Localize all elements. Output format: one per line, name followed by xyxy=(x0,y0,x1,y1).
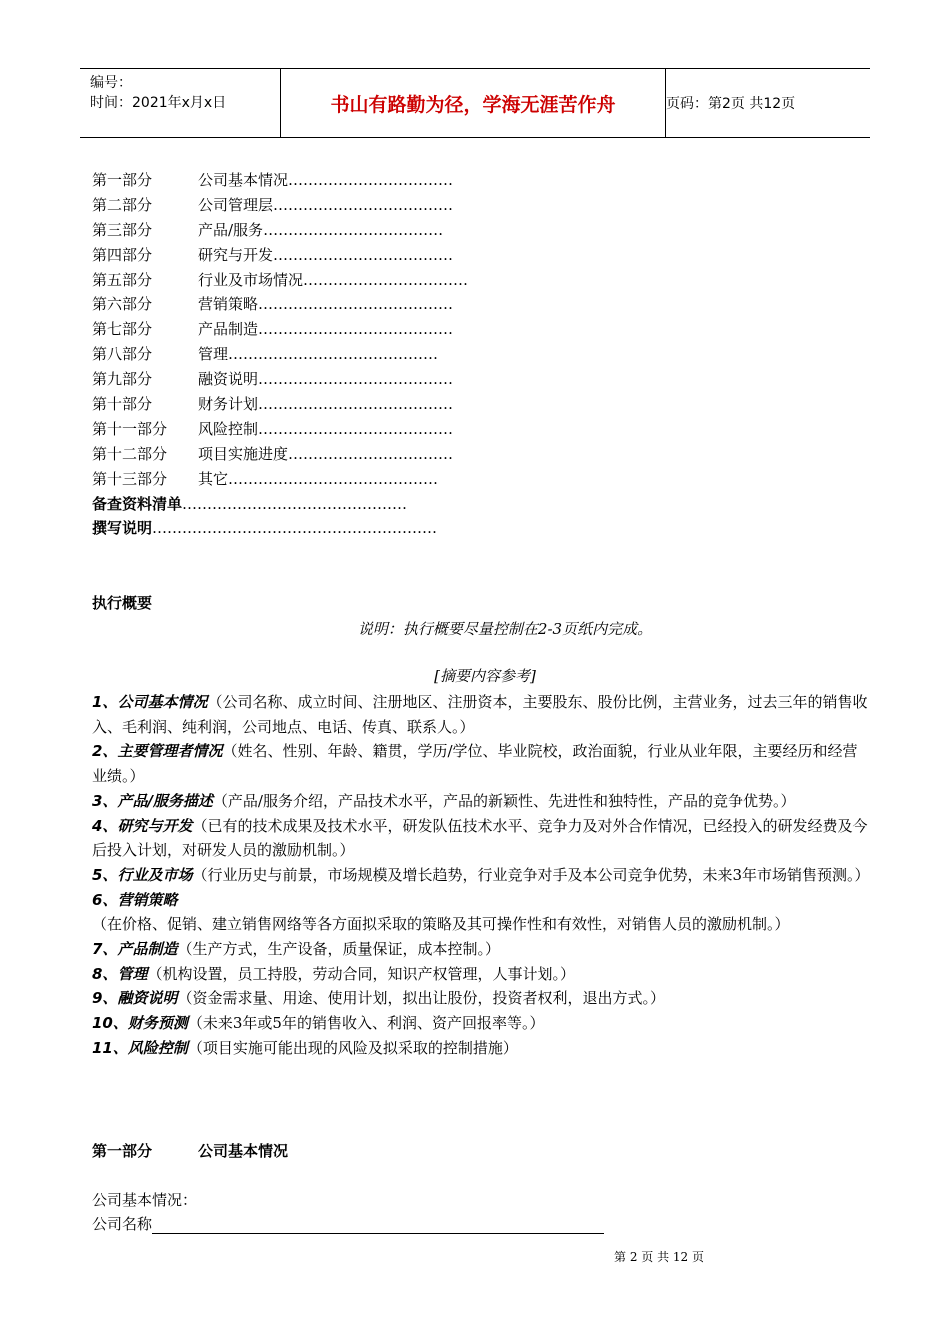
table-of-contents xyxy=(92,168,468,541)
basic-info-label: 公司基本情况： xyxy=(92,1191,198,1209)
toc-title: 管理 xyxy=(198,345,229,364)
summary-item xyxy=(92,1011,872,1036)
company-name-field[interactable] xyxy=(152,1212,604,1234)
part1-title: 公司基本情况 xyxy=(198,1142,289,1160)
summary-item-label: 主要管理者情况 xyxy=(117,742,223,761)
summary-item-text: （已有的技术成果及技术水平，研发队伍技术水平、竞争力及对外合作情况，已经投入的研发经费及今后投入计划，对研发人员的激励机制。） xyxy=(92,816,868,860)
summary-item-number: 10、 xyxy=(92,1014,128,1033)
summary-item-number: 9、 xyxy=(92,989,118,1008)
toc-leader: ………………………………… xyxy=(258,370,454,389)
toc-title: 营销策略 xyxy=(198,295,259,314)
toc-part-number: 第十一部分 xyxy=(92,419,168,438)
toc-part-number: 第三部分 xyxy=(92,220,153,239)
header-left xyxy=(90,73,226,113)
summary-item xyxy=(92,962,872,987)
summary-item xyxy=(92,888,872,937)
summary-item-text: （项目实施可能出现的风险及拟采取的控制措施） xyxy=(187,1038,518,1057)
toc-part-number: 第五部分 xyxy=(92,270,153,289)
summary-item-text: （姓名、性别、年龄、籍贯，学历/学位、毕业院校，政治面貌，行业从业年限，主要经历和经营业绩。） xyxy=(92,742,858,786)
toc-leader: …………………………………… xyxy=(228,469,439,488)
header-page-info: 页码：第2页 共12页 xyxy=(666,96,796,112)
toc-item[interactable] xyxy=(92,243,468,268)
summary-item xyxy=(92,739,872,788)
toc-item[interactable] xyxy=(92,193,468,218)
exec-note-text: 说明：执行概要尽量控制在2-3页纸内完成。 xyxy=(357,620,653,638)
summary-item-label: 产品制造 xyxy=(117,940,178,959)
toc-leader: ……………………………… xyxy=(263,220,444,239)
summary-item-number: 3、 xyxy=(92,791,118,810)
toc-title: 公司基本情况 xyxy=(198,171,289,189)
toc-item[interactable] xyxy=(92,268,468,293)
toc-title: 融资说明 xyxy=(198,370,259,389)
toc-part-number: 第六部分 xyxy=(92,295,153,314)
summary-item-text: （公司名称、成立时间、注册地区、注册资本，主要股东、股份比例，主营业务，过去三年的销售收入、毛利润、纯利润，公司地点、电话、传真、联系人。） xyxy=(92,693,868,736)
summary-item xyxy=(92,814,872,863)
summary-item-label: 财务预测 xyxy=(127,1014,188,1033)
toc-leader: ………………………………… xyxy=(258,320,454,339)
toc-item[interactable] xyxy=(92,317,468,342)
summary-item xyxy=(92,986,872,1011)
toc-leader: ………………………………………………… xyxy=(152,519,438,538)
toc-leader: …………………………………… xyxy=(228,345,439,364)
summary-items xyxy=(92,690,872,1061)
summary-reference xyxy=(0,665,950,686)
toc-item[interactable] xyxy=(92,492,468,517)
summary-item-number: 5、 xyxy=(92,865,118,884)
toc-leader: …………………………… xyxy=(288,171,454,189)
summary-item-number: 4、 xyxy=(92,816,118,835)
exec-summary-heading: 执行概要 xyxy=(92,594,153,612)
toc-title: 撰写说明 xyxy=(92,519,153,538)
summary-item-label: 融资说明 xyxy=(117,989,178,1008)
company-name-label: 公司名称 xyxy=(92,1215,153,1233)
summary-item xyxy=(92,863,872,888)
toc-part-number: 第八部分 xyxy=(92,345,153,364)
part1-number: 第一部分 xyxy=(92,1142,153,1160)
part1-heading xyxy=(92,1140,288,1161)
summary-item-text: （机构设置，员工持股，劳动合同，知识产权管理，人事计划。） xyxy=(147,964,575,983)
toc-item[interactable] xyxy=(92,292,468,317)
toc-item[interactable] xyxy=(92,367,468,392)
toc-part-number: 第九部分 xyxy=(92,370,153,389)
toc-title: 备查资料清单 xyxy=(92,494,183,513)
toc-title: 项目实施进度 xyxy=(198,444,289,463)
summary-item xyxy=(92,1036,872,1061)
summary-item-text: （未来3年或5年的销售收入、利润、资产回报率等。） xyxy=(187,1014,545,1033)
header-motto: 书山有路勤为径，学海无涯苦作舟 xyxy=(330,93,616,116)
summary-item-label: 风险控制 xyxy=(127,1038,188,1057)
page-footer: 第 2 页 共 12 页 xyxy=(614,1250,704,1264)
summary-item-label: 产品/服务描述 xyxy=(117,791,213,810)
summary-item-text: （行业历史与前景，市场规模及增长趋势，行业竞争对手及本公司竞争优势，未来3年市场销售预测。） xyxy=(192,865,870,884)
toc-title: 风险控制 xyxy=(198,419,259,438)
summary-item xyxy=(92,690,872,739)
toc-leader: …………………………… xyxy=(303,270,469,289)
toc-part-number: 第四部分 xyxy=(92,245,153,264)
toc-leader: ………………………………… xyxy=(258,419,454,438)
toc-title: 行业及市场情况 xyxy=(198,270,304,289)
company-name-row xyxy=(92,1212,604,1236)
toc-item[interactable] xyxy=(92,516,468,541)
summary-item-label: 行业及市场 xyxy=(117,865,193,884)
number-label: 编号： xyxy=(90,75,132,91)
summary-item-number: 2、 xyxy=(92,742,118,761)
toc-item[interactable] xyxy=(92,417,468,442)
toc-leader: ……………………………… xyxy=(273,195,454,214)
toc-leader: ………………………………… xyxy=(258,295,454,314)
summary-item-number: 8、 xyxy=(92,964,118,983)
toc-leader: …………………………… xyxy=(288,444,454,463)
toc-item[interactable] xyxy=(92,218,468,243)
summary-item xyxy=(92,789,872,814)
toc-part-number: 第十二部分 xyxy=(92,444,168,463)
summary-item-number: 1、 xyxy=(92,693,118,711)
toc-part-number: 第十三部分 xyxy=(92,469,168,488)
summary-item-label: 管理 xyxy=(117,964,148,983)
date-label: 时间：2021年x月x日 xyxy=(90,95,227,111)
exec-note xyxy=(0,618,950,639)
summary-item-text: （产品/服务介绍，产品技术水平，产品的新颖性、先进性和独特性，产品的竞争优势。） xyxy=(212,791,796,810)
page-header xyxy=(80,68,870,138)
toc-part-number: 第十部分 xyxy=(92,395,153,414)
toc-leader: ……………………………………… xyxy=(182,494,408,513)
summary-item xyxy=(92,937,872,962)
summary-item-number: 6、 xyxy=(92,890,118,909)
summary-item-number: 7、 xyxy=(92,940,118,959)
summary-item-label: 研究与开发 xyxy=(117,816,193,835)
summary-item-number: 11、 xyxy=(92,1038,128,1057)
summary-item-text: （生产方式，生产设备，质量保证，成本控制。） xyxy=(177,940,500,959)
toc-item[interactable] xyxy=(92,392,468,417)
toc-item[interactable] xyxy=(92,467,468,492)
summary-item-label: 公司基本情况 xyxy=(117,693,208,711)
toc-part-number: 第二部分 xyxy=(92,195,153,214)
toc-title: 研究与开发 xyxy=(198,245,274,264)
toc-part-number: 第七部分 xyxy=(92,320,153,339)
summary-item-text: （资金需求量、用途、使用计划，拟出让股份，投资者权利，退出方式。） xyxy=(177,989,665,1008)
toc-item[interactable] xyxy=(92,342,468,367)
toc-title: 产品/服务 xyxy=(198,220,264,239)
summary-item-label: 营销策略 xyxy=(117,890,178,909)
toc-item[interactable] xyxy=(92,442,468,467)
toc-title: 其它 xyxy=(198,469,229,488)
toc-title: 公司管理层 xyxy=(198,195,274,214)
toc-item[interactable] xyxy=(92,168,468,193)
toc-part-number: 第一部分 xyxy=(92,171,153,189)
toc-leader: ……………………………… xyxy=(273,245,454,264)
summary-reference-text: [摘要内容参考] xyxy=(434,667,536,685)
toc-leader: ………………………………… xyxy=(258,395,454,414)
summary-item-text: （在价格、促销、建立销售网络等各方面拟采取的策略及其可操作性和有效性，对销售人员的激励机制。） xyxy=(92,915,790,934)
header-divider xyxy=(280,69,281,137)
toc-title: 财务计划 xyxy=(198,395,259,414)
toc-title: 产品制造 xyxy=(198,320,259,339)
